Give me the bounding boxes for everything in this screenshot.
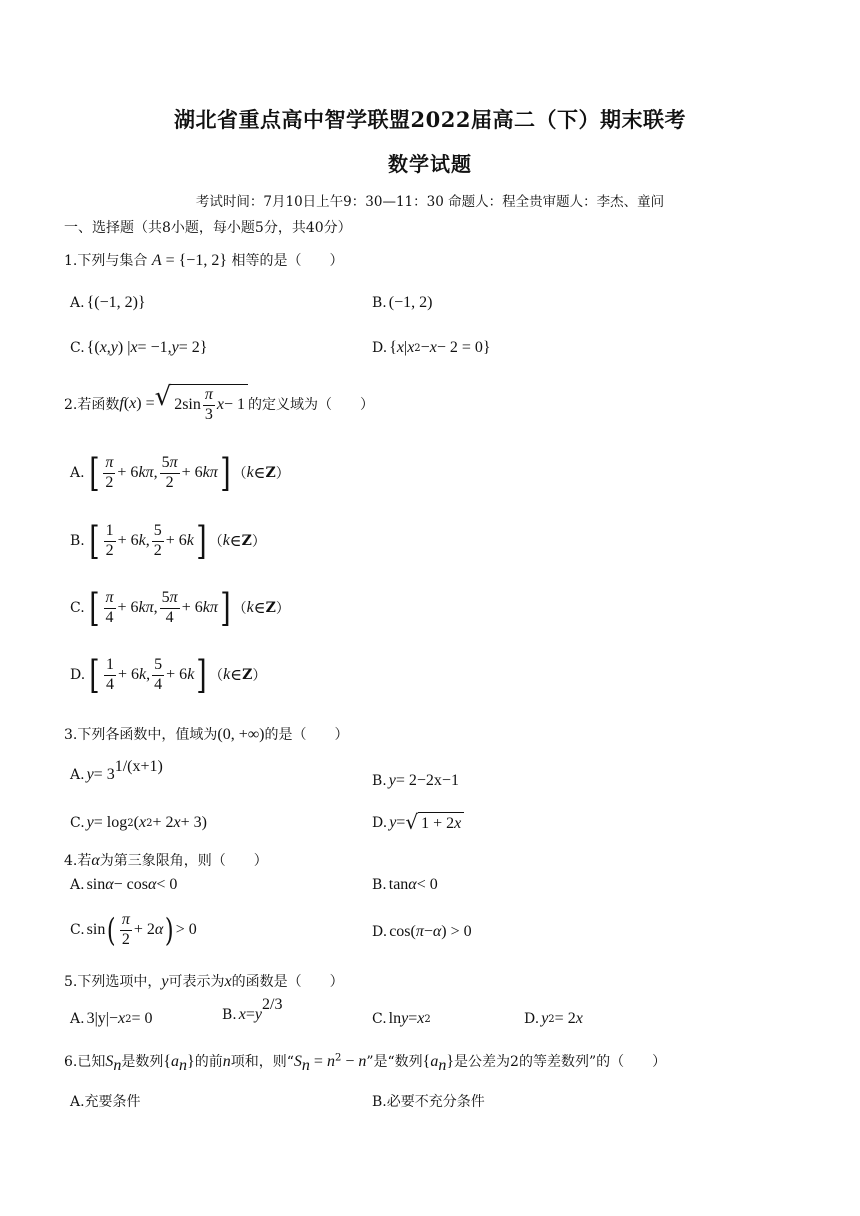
q5-option-c: C. ln y = x 2 [372,1010,431,1027]
exam-subtitle: 数学试题 [388,152,472,176]
q4-option-b: B. tan α < 0 [372,876,438,893]
q1-option-d: D. { x | x 2 − x − 2 = 0} [372,339,491,356]
q6-option-b: B.必要不充分条件 [372,1094,485,1110]
q6-option-a: A.充要条件 [70,1094,141,1110]
q5-option-b: B. x = y $^{2/3}$ [222,996,283,1023]
q3-option-d: D. y = √ 1 + 2 x [372,812,464,833]
q2-option-c: C. [ $\frac{\pi}{4}$ + 6 kπ , $\frac{5\pi}{4}$ + 6 kπ ] （ k ∈ Z ） [70,586,290,630]
question-6-stem: 6.已知$S_n$是数列$\{a_n\}$的前n项和，则“$S_n = n^2 - n$”是“数列$\{a_n\}$是公差为2的等差数列”的（ ） [64,1052,667,1074]
q5-option-a: A. 3 |y| − x 2 = 0 [70,1010,153,1027]
q1-option-a: A. {(−1, 2)} [70,294,146,311]
q3-option-b: B. y = 2 −2x−1 [372,772,459,789]
q4-option-d: D. cos( π − α ) > 0 [372,923,472,940]
q1-option-b: B. (−1, 2) [372,294,433,311]
question-3-stem: 3.下列各函数中，值域为(0, +∞)的是（ ） [64,726,349,743]
exam-info: 考试时间：7月10日上午9：30—11：30 命题人：程全贵审题人：李杰、童问 [195,194,665,210]
q4-option-a: A. sin α − cos α < 0 [70,876,178,893]
question-2-stem: 2.若函数 f ( x ) = √ 2sin $\frac{\pi}{3}$ x − 1 的定义域为（ ） [64,382,375,423]
q3-option-c: C. y = log 2 ( x 2 + 2 x + 3) [70,814,207,831]
q2-option-a: A. [ $\frac{\pi}{2}$ + 6 kπ , $\frac{5\pi}{2}$ + 6 kπ ] （ k ∈ Z ） [70,451,290,495]
question-4-stem: 4.若α为第三象限角，则（ ） [64,852,268,869]
q4-option-c: C. sin ( $\frac{\pi}{2}$ + 2 α ) > 0 [70,911,197,950]
q1-option-c: C. {( x , y ) | x = −1, y = 2} [70,339,208,356]
question-5-stem: 5.下列选项中，y可表示为x的函数是（ ） [64,973,344,990]
q3-option-a: A. y = 3 $^{1/(x+1)}$ [70,758,163,783]
q2-option-b: B. [ $\frac{1}{2}$ + 6 k , $\frac{5}{2}$ + 6 k ] （ k ∈ Z ） [70,519,266,563]
q5-option-d: D. y 2 = 2 x [524,1010,583,1027]
q2-option-d: D. [ $\frac{1}{4}$ + 6 k , $\frac{5}{4}$ + 6 k ] （ k ∈ Z ） [70,653,267,697]
question-1-stem: 1.下列与集合 A = {−1, 2} 相等的是（ ） [64,252,344,269]
section-heading: 一、选择题（共8小题，每小题5分，共40分） [64,220,352,236]
exam-title: 湖北省重点高中智学联盟2022届高二（下）期末联考 [174,107,686,132]
